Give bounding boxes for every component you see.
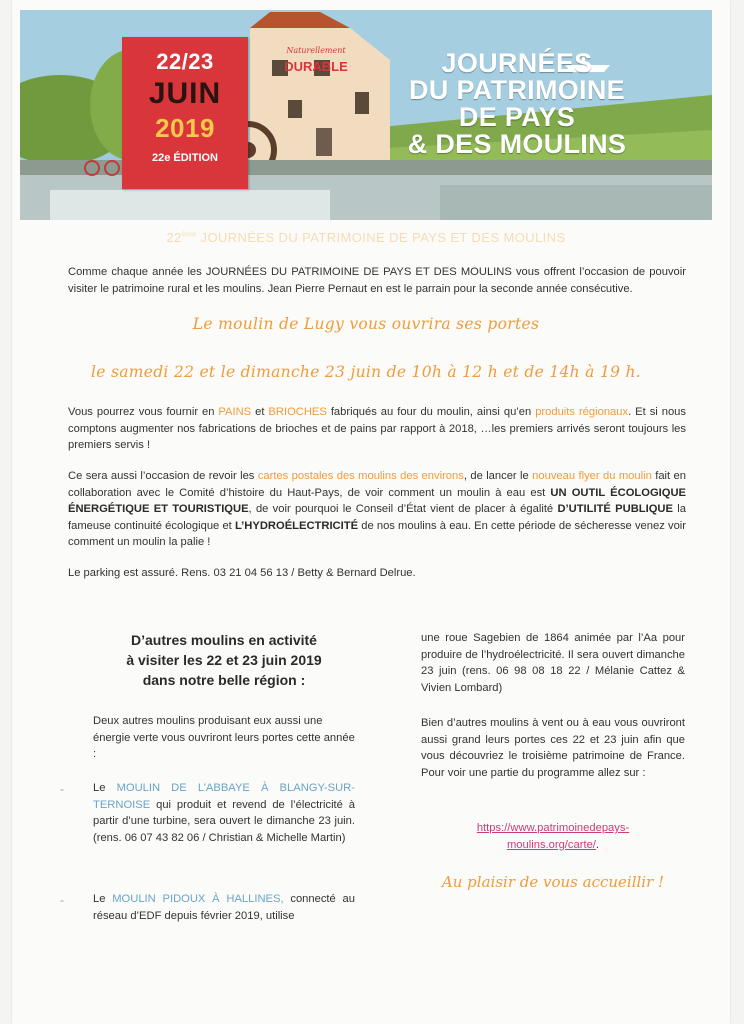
highlight-cartes: cartes postales des moulins des environs — [257, 470, 464, 482]
tagline-big: DURABLE — [284, 59, 348, 74]
banner-title — [392, 50, 642, 158]
tagline-small: Naturellement — [286, 46, 346, 55]
bullet-dash: - — [60, 893, 64, 907]
text-run: , de lancer le — [463, 470, 533, 482]
text-run: qui produit et revend de l’électricité à partir d’une turbine, sera ouvert le dimanche 23 juin. (rens. 06 07 43 82 06 / Christian & Michelle Martin) — [93, 798, 355, 844]
banner-title-line: DU PATRIMOINE — [409, 75, 625, 105]
bullet-dash: - — [60, 782, 64, 796]
bullet-blangy — [93, 780, 355, 846]
durable-tagline — [272, 46, 360, 74]
heading-line: à visiter les 22 et 23 juin 2019 — [126, 652, 322, 668]
text-run: et — [251, 406, 269, 418]
text-run: fait en collaboration avec le Comité d’histoire du Haut-Pays, de voir comment un moulin à eau est — [68, 470, 686, 499]
link-suffix: . — [595, 838, 600, 851]
mill-name-pidoux: MOULIN PIDOUX À HALLINES, — [112, 893, 284, 905]
header-banner — [20, 10, 712, 220]
banner-title-line: JOURNÉES — [441, 48, 593, 78]
date-month: JUIN — [148, 77, 222, 110]
text-run: Le — [93, 782, 117, 794]
bold-hydro: L’HYDROÉLECTRICITÉ — [234, 519, 359, 532]
edition-heading — [20, 230, 712, 245]
heading-line: D’autres moulins en activité — [131, 632, 317, 648]
text-run: la fameuse continuité écologique et — [68, 503, 686, 532]
date-badge — [122, 37, 248, 189]
bullet-hallines — [93, 891, 355, 924]
supplies-paragraph — [68, 404, 686, 454]
highlight-produits: produits régionaux — [535, 406, 629, 418]
text-run: Ce sera aussi l’occasion de revoir les — [68, 470, 258, 482]
other-mills-intro: Deux autres moulins produisant eux aussi une énergie verte vous ouvriront leurs portes cette année : — [93, 715, 355, 760]
link-line-2: moulins.org/carte/ — [506, 838, 596, 851]
other-mills-heading — [86, 630, 362, 690]
heading-prefix: 22 — [166, 230, 182, 245]
program-link-block — [421, 820, 685, 853]
banner-title-line: DE PAYS — [458, 102, 576, 132]
announcement-line-2: le samedi 22 et le dimanche 23 juin de 10h à 12 h et de 14h à 19 h. — [90, 363, 642, 381]
bold-outil: UN OUTIL ÉCOLOGIQUE ÉNERGÉTIQUE ET TOURISTIQUE — [68, 486, 687, 515]
occasion-paragraph — [68, 468, 686, 551]
edition-label: 22e ÉDITION — [151, 152, 219, 164]
text-run: Le — [93, 893, 113, 905]
parking-line: Le parking est assuré. Rens. 03 21 04 56 13 / Betty & Bernard Delrue. — [68, 567, 416, 579]
closing-message: Au plaisir de vous accueillir ! — [441, 873, 665, 891]
announcement-line-1: Le moulin de Lugy vous ouvrira ses portes — [192, 315, 540, 333]
date-year: 2019 — [155, 113, 215, 143]
program-link[interactable] — [477, 822, 629, 851]
highlight-pains: PAINS — [218, 406, 252, 418]
text-run: , de voir pourquoi le Conseil d’État vient de placer à égalité — [248, 503, 558, 515]
link-line-1: https://www.patrimoinedepays- — [476, 822, 630, 834]
text-run: Vous pourrez vous fournir en — [68, 406, 219, 418]
banner-title-line: & DES MOULINS — [407, 129, 627, 159]
mill-name-blangy: MOULIN DE L’ABBAYE À BLANGY-SUR-TERNOISE — [93, 782, 355, 811]
date-days: 22/23 — [156, 49, 214, 74]
heading-superscript: ème — [181, 231, 197, 239]
hallines-continued: une roue Sagebien de 1864 animée par l’Aa pour produire de l’hydroélectricité. Il sera ouvert dimanche 23 juin (rens. 06 98 08 18 22 / Mélanie Cattez & Vivien Lombard) — [421, 632, 685, 694]
heading-line: dans notre belle région : — [142, 672, 306, 688]
text-run: connecté au réseau d’EDF depuis février 2019, utilise — [93, 893, 355, 922]
text-run: de nos moulins à eau. En cette période de sécheresse venez voir comment un moulin la palie ! — [68, 519, 686, 548]
highlight-brioches: BRIOCHES — [268, 406, 327, 418]
more-mills-paragraph: Bien d’autres moulins à vent ou à eau vous ouvriront aussi grand leurs portes ces 22 et 23 juin afin que vous découvriez le troisième patrimoine de France. Pour voir une partie du programme allez sur : — [421, 717, 685, 779]
intro-paragraph: Comme chaque année les JOURNÉES DU PATRIMOINE DE PAYS ET DES MOULINS vous offrent l’occasion de pouvoir visiter le patrimoine rural et les moulins. Jean Pierre Pernaut en est le parrain pour la seconde année consécutive. — [68, 266, 686, 295]
text-run: . Et si nous comptons augmenter nos fabrications de brioches et de pains par rapport à 2018, …les premiers arrivés seront toujours les premiers servis ! — [68, 406, 686, 451]
text-run: fabriqués au four du moulin, ainsi qu’en — [326, 406, 536, 418]
heading-text: JOURNÉES DU PATRIMOINE DE PAYS ET DES MOULINS — [196, 230, 566, 245]
bold-utilite: D’UTILITÉ PUBLIQUE — [557, 503, 673, 515]
highlight-flyer: nouveau flyer du moulin — [532, 470, 652, 482]
